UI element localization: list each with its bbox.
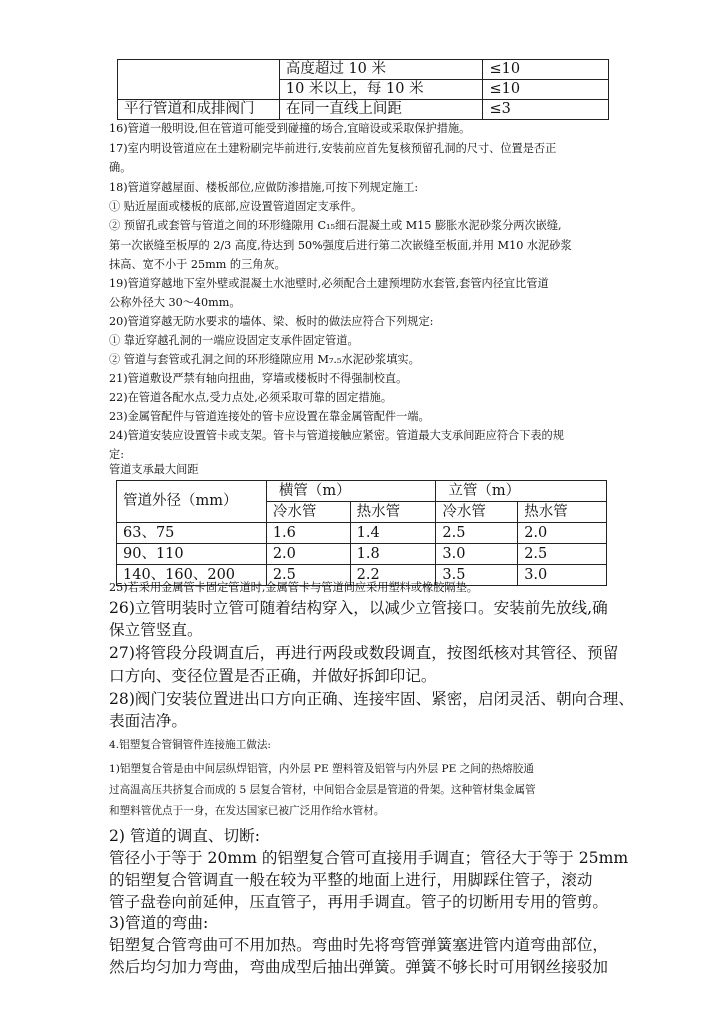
paragraph-line: 20)管道穿越无防水要求的墙体、梁、板时的做法应符合下列规定: (109, 315, 434, 328)
table-caption: 管道支承最大间距 (109, 463, 199, 476)
subheader-cell: 热水管 (518, 502, 607, 523)
table-cell: 90、110 (117, 544, 267, 565)
subheader-cell: 热水管 (350, 502, 436, 523)
paragraph-line: 17)室内明设管道应在土建粉刷完毕前进行,安装前应首先复核预留孔洞的尺寸、位置是否正 (109, 142, 557, 155)
subsection-heading: 2) 管道的调直、切断: (109, 827, 260, 845)
table-cell: 2.0 (266, 544, 350, 565)
table-cell: 平行管道和成排阀门 (118, 100, 280, 120)
table-cell: 3.0 (518, 565, 607, 586)
paragraph-line: 口方向、变径位置是否正确，并做好拆卸印记。 (109, 667, 437, 685)
table-cell: 2.2 (350, 565, 436, 586)
subsection-heading: 3)管道的弯曲: (109, 914, 209, 932)
paragraph-line: 18)管道穿越屋面、楼板部位,应做防渗措施,可按下列规定施工: (109, 181, 419, 194)
table-cell: 2.5 (518, 544, 607, 565)
paragraph-line: 第一次嵌缝至板厚的 2/3 高度,待达到 50%强度后进行第二次嵌缝至板面,并用 M10 水泥砂浆 (109, 239, 572, 252)
paragraph-line: 表面洁净。 (109, 712, 187, 730)
table-cell: 1.6 (266, 523, 350, 544)
table-cell: 2.0 (518, 523, 607, 544)
paragraph-line: 抹高、宽不小于 25mm 的三角灰。 (109, 258, 286, 271)
paragraph-line: 定: (109, 448, 124, 461)
table-cell: ≤3 (483, 100, 609, 120)
paragraph-line: 1)铝塑复合管是由中间层纵焊铝管，内外层 PE 塑料管及铝管与内外层 PE 之间的热熔胶通 (109, 763, 534, 775)
header-cell-outer-diameter: 管道外径（mm） (117, 481, 267, 523)
paragraph-line: ① 靠近穿越孔洞的一端应设固定支承件固定管道。 (109, 334, 359, 347)
paragraph-line: 25)若采用金属管卡固定管道时,金属管卡与管道间应采用塑料或橡胶隔垫。 (109, 581, 478, 594)
table-row (117, 544, 607, 565)
paragraph-line: 然后均匀加力弯曲，弯曲成型后抽出弹簧。弹簧不够长时可用钢丝接驳加 (109, 958, 609, 976)
paragraph-line: 24)管道安装应设置管卡或支架。管卡与管道接触应紧密。管道最大支承间距应符合下表的规 (109, 429, 564, 442)
paragraph-line: 22)在管道各配水点,受力点处,必须采取可靠的固定措施。 (109, 391, 393, 404)
table-row (118, 60, 609, 80)
paragraph-line: 21)管道敷设严禁有轴向扭曲，穿墙或楼板时不得强制校直。 (109, 372, 408, 385)
table-cell: 在同一直线上间距 (279, 100, 483, 120)
paragraph-line: ① 贴近屋面或楼板的底部,应设置管道固定支承件。 (109, 200, 363, 213)
table-row (118, 80, 609, 100)
table-header-row (117, 481, 607, 502)
section-heading: 4.铝塑复合管铜管件连接施工做法: (109, 739, 271, 751)
table-cell (118, 60, 280, 80)
paragraph-line: ② 预留孔或套管与管道之间的环形缝隙用 C₁₅细石混凝土或 M15 膨胀水泥砂浆分两次嵌缝, (109, 219, 562, 232)
paragraph-line: 管子盘卷向前延伸，压直管子，再用手调直。管子的切断用专用的管剪。 (109, 893, 609, 911)
paragraph-line: 26)立管明装时立管可随着结构穿入，以减少立管接口。安装前先放线,确 (109, 599, 608, 617)
paragraph-line: 28)阀门安装位置进出口方向正确、连接牢固、紧密，启闭灵活、朝向合理、 (109, 690, 634, 708)
paragraph-line: 保立管竖直。 (109, 621, 203, 639)
table-cell: 1.4 (350, 523, 436, 544)
table-row (117, 523, 607, 544)
table-cell (118, 80, 280, 100)
paragraph-line: 铝塑复合管弯曲可不用加热。弯曲时先将弯管弹簧塞进管内道弯曲部位， (109, 936, 609, 954)
paragraph-line: 确。 (109, 161, 132, 174)
paragraph-line: 27)将管段分段调直后，再进行两段或数段调直，按图纸核对其管径、预留 (109, 644, 619, 662)
table-cell: 2.5 (266, 565, 350, 586)
table-cell: 高度超过 10 米 (279, 60, 483, 80)
support-spacing-table (116, 480, 607, 586)
table-cell: ≤10 (483, 80, 609, 100)
paragraph-line: ② 管道与套管或孔洞之间的环形缝隙应用 M₇.₅水泥砂浆填实。 (109, 353, 420, 366)
subheader-cell: 冷水管 (266, 502, 350, 523)
subheader-cell: 冷水管 (436, 502, 518, 523)
header-cell-horizontal: 横管（m） (266, 481, 436, 502)
table-cell: 1.8 (350, 544, 436, 565)
table-cell: 3.5 (436, 565, 518, 586)
table-cell: 10 米以上，每 10 米 (279, 80, 483, 100)
table-cell: 2.5 (436, 523, 518, 544)
table-cell: 140、160、200 (117, 565, 267, 586)
table-cell: ≤10 (483, 60, 609, 80)
paragraph-line: 过高温高压共挤复合而成的 5 层复合管材，中间铝合金层是管道的骨架。这种管材集金属管 (109, 784, 536, 796)
paragraph-line: 23)金属管配件与管道连接处的管卡应设置在靠金属管配件一端。 (109, 410, 430, 423)
header-cell-vertical: 立管（m） (436, 481, 607, 502)
paragraph-line: 19)管道穿越地下室外壁或混凝土水池壁时,必须配合土建预埋防水套管,套管内径宜比管道 (109, 277, 549, 290)
paragraph-line: 公称外径大 30～40mm。 (109, 296, 241, 309)
paragraph-line: 16)管道一般明设,但在管道可能受到碰撞的场合,宜暗设或采取保护措施。 (109, 122, 471, 135)
spacing-table (117, 59, 609, 120)
paragraph-line: 和塑料管优点于一身，在发达国家已被广泛用作给水管材。 (109, 805, 385, 817)
paragraph-line: 的铝塑复合管调直一般在较为平整的地面上进行，用脚踩住管子，滚动 (109, 871, 593, 889)
table-cell: 3.0 (436, 544, 518, 565)
table-row (118, 100, 609, 120)
paragraph-line: 管径小于等于 20mm 的铝塑复合管可直接用手调直；管径大于等于 25mm (109, 849, 629, 867)
table-cell: 63、75 (117, 523, 267, 544)
